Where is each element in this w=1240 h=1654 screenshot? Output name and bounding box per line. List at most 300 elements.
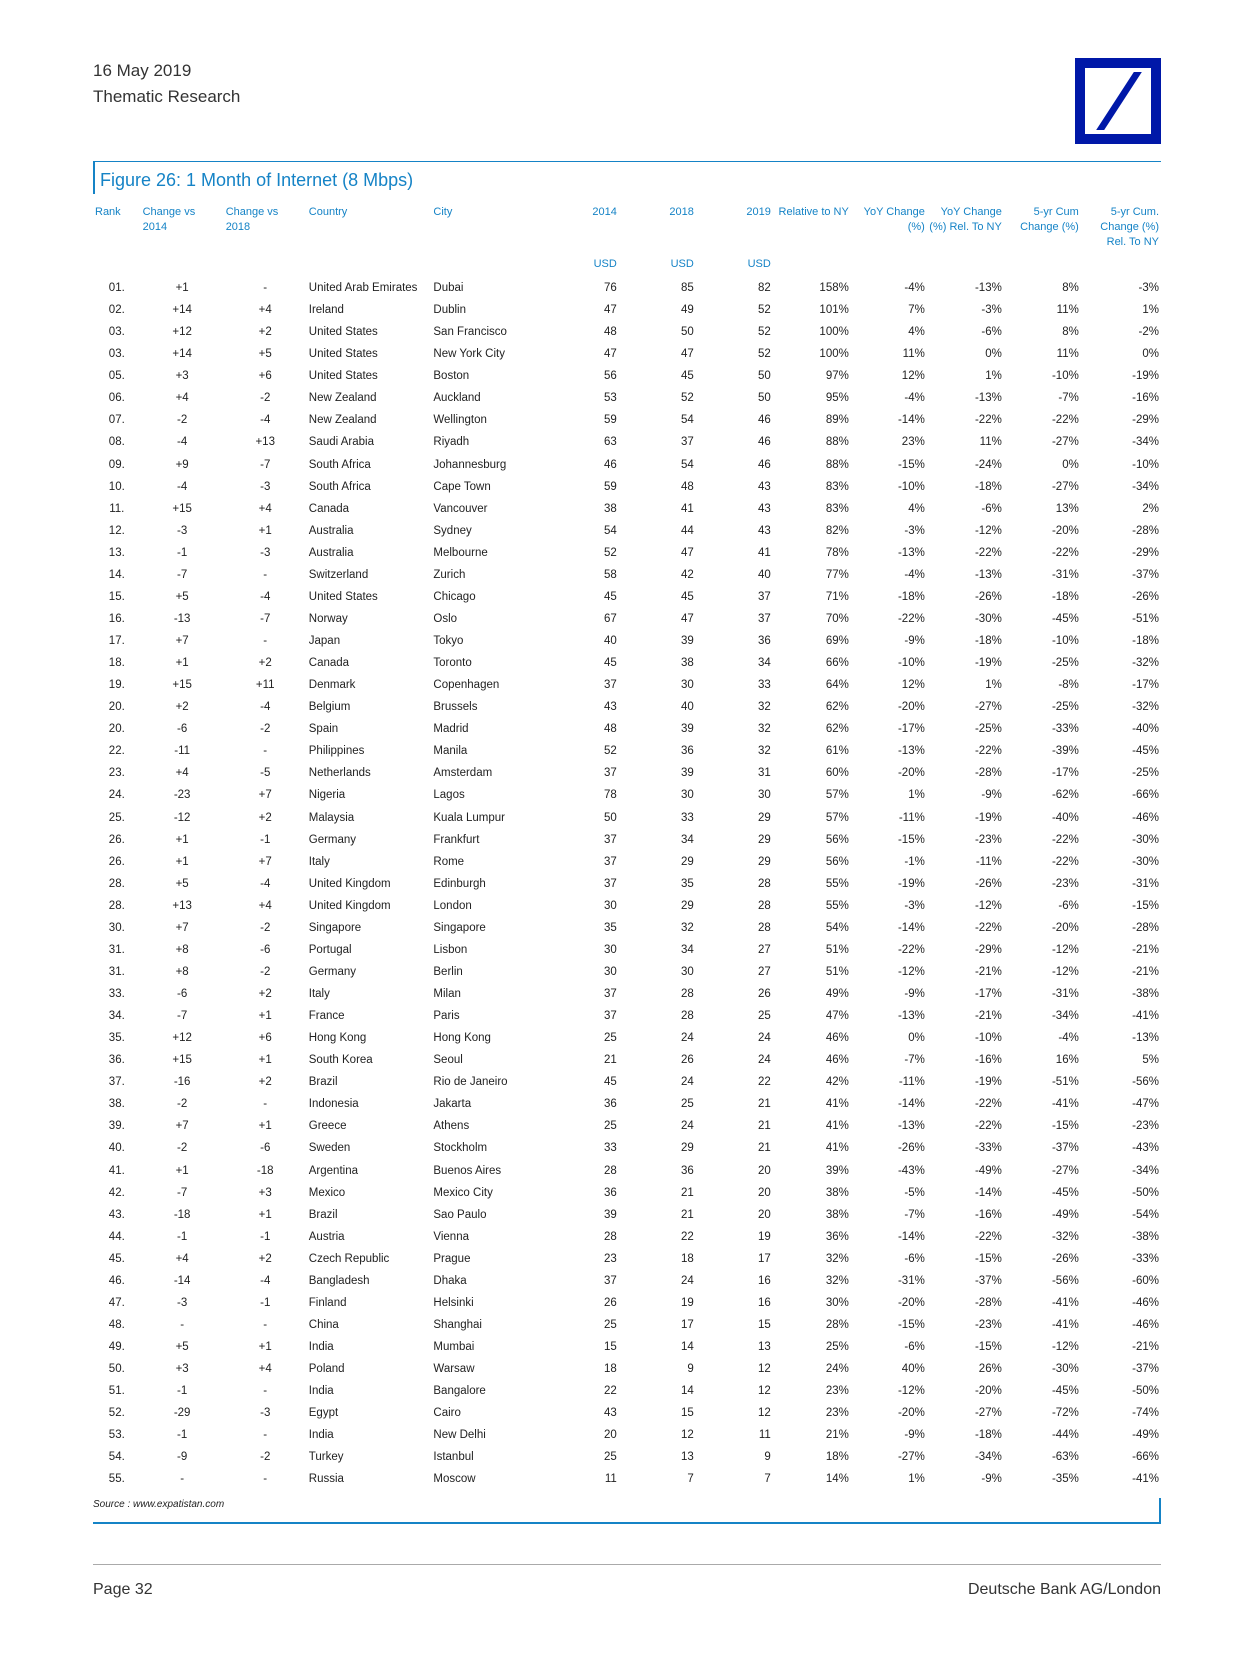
table-cell: -9% <box>904 1429 925 1442</box>
table-cell: -19% <box>974 1076 1002 1089</box>
table-row <box>93 1204 1161 1226</box>
table-cell: -20% <box>897 701 925 714</box>
table-cell: 37 <box>604 877 617 890</box>
column-unit: USD <box>747 257 771 270</box>
table-cell: -20% <box>897 767 925 780</box>
table-cell: Sweden <box>308 1142 351 1155</box>
table-cell: Istanbul <box>433 1451 474 1464</box>
table-cell: 53 <box>604 392 617 405</box>
table-cell: -33% <box>1132 1252 1159 1265</box>
table-cell: 35. <box>108 1032 125 1045</box>
table-cell: -47% <box>1132 1098 1159 1111</box>
table-cell: United States <box>308 370 378 383</box>
table-cell: Sydney <box>433 524 472 537</box>
table-cell: -25% <box>1051 657 1079 670</box>
table-cell: -22% <box>974 414 1002 427</box>
table-cell: -44% <box>1051 1429 1079 1442</box>
table-cell: -54% <box>1132 1208 1159 1221</box>
table-cell: 55% <box>825 877 849 890</box>
table-cell: 20. <box>108 723 125 736</box>
table-cell: -22% <box>974 1098 1002 1111</box>
table-cell: -41% <box>1051 1318 1079 1331</box>
table-cell: -6% <box>981 326 1002 339</box>
table-cell: 30 <box>604 899 617 912</box>
table-cell: +1 <box>258 1054 272 1067</box>
table-cell: -13% <box>1132 1032 1159 1045</box>
table-cell: 97% <box>825 370 849 383</box>
table-cell: 78 <box>604 789 617 802</box>
table-cell: 11 <box>604 1473 617 1486</box>
table-row <box>93 564 1161 586</box>
table-cell: +2 <box>258 988 272 1001</box>
column-header: YoY Change (%) <box>863 206 925 233</box>
table-cell: 22 <box>681 1230 694 1243</box>
table-cell: Australia <box>308 546 354 559</box>
table-cell: -38% <box>1132 988 1159 1001</box>
table-cell: Jakarta <box>433 1098 472 1111</box>
publisher-name: Deutsche Bank AG/London <box>967 1581 1161 1598</box>
table-cell: -27% <box>974 701 1002 714</box>
table-row <box>93 851 1161 873</box>
table-cell: -3 <box>177 1296 188 1309</box>
table-cell: 7% <box>908 304 925 317</box>
table-cell: -12% <box>1051 965 1079 978</box>
table-cell: -30% <box>1132 833 1159 846</box>
table-cell: Brazil <box>308 1208 338 1221</box>
table-cell: 03. <box>108 326 125 339</box>
table-cell: 36 <box>604 1186 617 1199</box>
table-cell: 40 <box>681 701 694 714</box>
column-unit: USD <box>670 257 694 270</box>
table-cell: Spain <box>308 723 339 736</box>
table-cell: 38 <box>604 502 617 515</box>
table-cell: 26 <box>681 1054 694 1067</box>
table-cell: -1 <box>177 1429 188 1442</box>
table-cell: 27 <box>758 965 771 978</box>
table-cell: -15% <box>897 458 925 471</box>
table-cell: Frankfurt <box>433 833 480 846</box>
table-cell: -14% <box>974 1186 1002 1199</box>
table-cell: -16% <box>974 1208 1002 1221</box>
table-row <box>93 696 1161 718</box>
table-cell: 43 <box>758 502 771 515</box>
table-cell: -23 <box>173 789 191 802</box>
table-cell: United Kingdom <box>308 899 391 912</box>
table-cell: -26% <box>1132 590 1159 603</box>
table-cell: New Zealand <box>308 392 377 405</box>
table-cell: 39% <box>825 1164 849 1177</box>
table-cell: 20 <box>758 1186 771 1199</box>
table-cell: 13 <box>681 1451 694 1464</box>
column-unit <box>773 251 851 277</box>
table-cell: Mumbai <box>433 1341 475 1354</box>
table-cell: -43% <box>897 1164 925 1177</box>
table-row <box>93 762 1161 784</box>
table-cell: Saudi Arabia <box>308 436 374 449</box>
table-cell: 82 <box>758 282 771 295</box>
table-cell: Tokyo <box>433 635 464 648</box>
table-cell: 30 <box>758 789 771 802</box>
table-row <box>93 365 1161 387</box>
table-row <box>93 1160 1161 1182</box>
table-cell: -22% <box>1051 546 1079 559</box>
table-cell: -28% <box>974 1296 1002 1309</box>
page-number: Page 32 <box>93 1581 153 1598</box>
table-cell: 48. <box>108 1318 125 1331</box>
table-cell: -1% <box>904 855 925 868</box>
table-cell: 45 <box>604 1076 617 1089</box>
table-cell: -45% <box>1051 1385 1079 1398</box>
table-cell: -22% <box>974 1230 1002 1243</box>
table-cell: 47 <box>681 612 694 625</box>
table-cell: -4% <box>904 282 925 295</box>
table-cell: Australia <box>308 524 354 537</box>
table-cell: 34 <box>758 657 771 670</box>
table-cell: 46% <box>825 1054 849 1067</box>
table-cell: +4 <box>258 502 272 515</box>
table-cell: -18 <box>256 1164 274 1177</box>
table-cell: -8% <box>1058 679 1079 692</box>
table-cell: 50 <box>758 370 771 383</box>
table-cell: -22% <box>1051 855 1079 868</box>
table-cell: -6 <box>260 1142 271 1155</box>
table-cell: Dublin <box>433 304 466 317</box>
table-cell: -17% <box>897 723 925 736</box>
table-cell: 85 <box>681 282 694 295</box>
table-cell: Stockholm <box>433 1142 488 1155</box>
table-row <box>93 454 1161 476</box>
table-cell: -30% <box>1051 1363 1079 1376</box>
table-row <box>93 1248 1161 1270</box>
table-row <box>93 586 1161 608</box>
table-cell: 12 <box>758 1407 771 1420</box>
table-cell: Moscow <box>433 1473 476 1486</box>
table-cell: +1 <box>175 1164 189 1177</box>
table-cell: -29% <box>1132 546 1159 559</box>
table-cell: 61% <box>825 745 849 758</box>
table-cell: +12 <box>172 326 192 339</box>
table-cell: 28 <box>758 899 771 912</box>
table-cell: -27% <box>1051 436 1079 449</box>
table-cell: 43 <box>604 701 617 714</box>
table-cell: Egypt <box>308 1407 339 1420</box>
table-cell: -9% <box>981 789 1002 802</box>
table-row <box>93 277 1161 299</box>
table-cell: Mexico <box>308 1186 346 1199</box>
table-row <box>93 983 1161 1005</box>
table-cell: -3% <box>904 899 925 912</box>
table-cell: 42% <box>825 1076 849 1089</box>
table-cell: -13% <box>974 392 1002 405</box>
table-cell: 8% <box>1062 282 1079 295</box>
table-cell: 21 <box>758 1098 771 1111</box>
table-cell: United States <box>308 590 378 603</box>
table-row <box>93 1182 1161 1204</box>
table-cell: 52 <box>681 392 694 405</box>
table-cell: 52 <box>604 745 617 758</box>
table-row <box>93 1115 1161 1137</box>
table-row <box>93 1093 1161 1115</box>
table-cell: 17. <box>108 635 125 648</box>
table-cell: 54 <box>681 458 694 471</box>
table-row <box>93 917 1161 939</box>
table-cell: 37 <box>604 988 617 1001</box>
table-cell: 47 <box>681 546 694 559</box>
table-cell: Rio de Janeiro <box>433 1076 508 1089</box>
table-row <box>93 498 1161 520</box>
table-cell: -18% <box>1132 635 1159 648</box>
table-row <box>93 630 1161 652</box>
table-cell: 47 <box>604 304 617 317</box>
table-cell: 36 <box>604 1098 617 1111</box>
table-cell: 21% <box>825 1429 849 1442</box>
table-cell: -4 <box>260 1274 271 1287</box>
table-row <box>93 1424 1161 1446</box>
table-cell: 34 <box>681 833 694 846</box>
table-cell: -2 <box>177 1142 188 1155</box>
table-cell: 32 <box>758 701 771 714</box>
table-cell: 24 <box>758 1054 771 1067</box>
table-cell: 70% <box>825 612 849 625</box>
table-cell: 19 <box>681 1296 694 1309</box>
table-cell: 15 <box>604 1341 617 1354</box>
table-cell: - <box>263 635 268 648</box>
table-cell: 49. <box>108 1341 125 1354</box>
table-cell: Japan <box>308 635 341 648</box>
table-cell: -41% <box>1132 1473 1159 1486</box>
table-cell: -18% <box>974 1429 1002 1442</box>
table-cell: 21 <box>758 1142 771 1155</box>
table-cell: +7 <box>175 635 189 648</box>
table-cell: +4 <box>258 304 272 317</box>
table-row <box>93 476 1161 498</box>
table-cell: -15% <box>974 1252 1002 1265</box>
table-cell: -15% <box>1051 1120 1079 1133</box>
table-cell: +2 <box>258 1076 272 1089</box>
table-cell: -27% <box>974 1407 1002 1420</box>
table-cell: 33. <box>108 988 125 1001</box>
table-cell: 100% <box>819 348 849 361</box>
table-cell: 16% <box>1055 1054 1079 1067</box>
table-cell: 45 <box>604 590 617 603</box>
table-cell: -7% <box>904 1208 925 1221</box>
table-cell: 32 <box>758 745 771 758</box>
table-cell: 38. <box>108 1098 125 1111</box>
table-cell: 43 <box>758 524 771 537</box>
table-cell: 32% <box>825 1274 849 1287</box>
table-cell: -20% <box>974 1385 1002 1398</box>
table-cell: 39 <box>681 723 694 736</box>
table-cell: Netherlands <box>308 767 371 780</box>
table-cell: 83% <box>825 502 849 515</box>
table-cell: 24 <box>681 1274 694 1287</box>
table-cell: 26 <box>758 988 771 1001</box>
table-cell: - <box>263 568 268 581</box>
table-cell: -27% <box>897 1451 925 1464</box>
column-unit <box>1081 251 1161 277</box>
table-cell: -41% <box>1051 1296 1079 1309</box>
table-cell: Oslo <box>433 612 458 625</box>
table-cell: 83% <box>825 480 849 493</box>
table-cell: -72% <box>1051 1407 1079 1420</box>
table-cell: -74% <box>1132 1407 1159 1420</box>
table-cell: -19% <box>897 877 925 890</box>
table-cell: 71% <box>825 590 849 603</box>
table-cell: 30 <box>604 965 617 978</box>
table-cell: +2 <box>258 811 272 824</box>
table-cell: 50 <box>758 392 771 405</box>
table-cell: 63 <box>604 436 617 449</box>
table-cell: -3 <box>260 480 271 493</box>
table-cell: -6% <box>904 1341 925 1354</box>
table-cell: Paris <box>433 1010 460 1023</box>
table-row <box>93 321 1161 343</box>
table-cell: 158% <box>819 282 849 295</box>
table-cell: +8 <box>175 965 189 978</box>
table-cell: +14 <box>172 348 192 361</box>
table-cell: +7 <box>258 789 272 802</box>
table-cell: -2 <box>260 965 271 978</box>
table-cell: 101% <box>819 304 849 317</box>
table-cell: -46% <box>1132 1318 1159 1331</box>
table-cell: 1% <box>985 370 1002 383</box>
table-cell: 9 <box>764 1451 771 1464</box>
table-row <box>93 961 1161 983</box>
table-cell: -9 <box>177 1451 188 1464</box>
table-cell: -15% <box>897 1318 925 1331</box>
table-cell: -22% <box>897 943 925 956</box>
table-cell: -23% <box>974 833 1002 846</box>
table-cell: 47. <box>108 1296 125 1309</box>
table-cell: 17 <box>758 1252 771 1265</box>
table-cell: -1 <box>260 1296 271 1309</box>
table-cell: 21 <box>604 1054 617 1067</box>
table-row <box>93 1137 1161 1159</box>
table-cell: -13 <box>173 612 191 625</box>
table-row <box>93 1402 1161 1424</box>
table-cell: 7 <box>687 1473 694 1486</box>
table-cell: 28 <box>758 877 771 890</box>
table-cell: 62% <box>825 701 849 714</box>
table-cell: France <box>308 1010 345 1023</box>
table-cell: +7 <box>175 1120 189 1133</box>
table-cell: 40 <box>604 635 617 648</box>
table-cell: -21% <box>1132 1341 1159 1354</box>
table-cell: South Africa <box>308 480 371 493</box>
table-cell: Singapore <box>433 921 486 934</box>
table-cell: 5% <box>1142 1054 1159 1067</box>
column-header: YoY Change (%) Rel. To NY <box>929 206 1002 233</box>
table-cell: 25 <box>758 1010 771 1023</box>
table-cell: - <box>263 1318 268 1331</box>
table-header-row <box>93 205 1161 251</box>
table-cell: +15 <box>172 502 192 515</box>
table-cell: 11. <box>109 502 125 515</box>
table-cell: +13 <box>255 436 275 449</box>
table-cell: 28 <box>681 988 694 1001</box>
table-cell: 43. <box>108 1208 125 1221</box>
table-cell: 9 <box>687 1363 694 1376</box>
table-cell: 43 <box>758 480 771 493</box>
table-cell: -28% <box>1132 921 1159 934</box>
table-cell: India <box>308 1341 334 1354</box>
table-cell: 14% <box>825 1473 849 1486</box>
table-cell: -3 <box>260 1407 271 1420</box>
table-cell: Athens <box>433 1120 470 1133</box>
table-cell: -6% <box>981 502 1002 515</box>
table-cell: -21% <box>974 965 1002 978</box>
table-cell: Germany <box>308 833 357 846</box>
table-cell: -11 <box>174 745 191 758</box>
table-cell: 35 <box>681 877 694 890</box>
table-cell: 0% <box>1062 458 1079 471</box>
table-cell: -15% <box>974 1341 1002 1354</box>
table-cell: -12% <box>897 965 925 978</box>
table-cell: - <box>263 1429 268 1442</box>
table-cell: 54 <box>681 414 694 427</box>
table-cell: 29 <box>681 1142 694 1155</box>
table-cell: India <box>308 1385 334 1398</box>
table-cell: -66% <box>1132 1451 1159 1464</box>
table-cell: 25 <box>681 1098 694 1111</box>
table-cell: -56% <box>1132 1076 1159 1089</box>
table-cell: 12% <box>901 370 925 383</box>
table-row <box>93 652 1161 674</box>
table-cell: 46% <box>825 1032 849 1045</box>
figure-top-rule <box>93 161 1161 162</box>
table-cell: China <box>308 1318 339 1331</box>
table-cell: -45% <box>1051 1186 1079 1199</box>
table-cell: -6 <box>177 723 188 736</box>
table-cell: 39 <box>681 767 694 780</box>
table-cell: 01. <box>108 282 125 295</box>
table-cell: 37 <box>758 590 771 603</box>
table-cell: +7 <box>258 855 272 868</box>
table-row <box>93 1071 1161 1093</box>
table-cell: +9 <box>175 458 189 471</box>
table-row <box>93 1468 1161 1490</box>
table-cell: -40% <box>1132 723 1159 736</box>
table-cell: 28 <box>681 1010 694 1023</box>
table-cell: +7 <box>175 921 189 934</box>
table-cell: 48 <box>604 723 617 736</box>
table-cell: -19% <box>974 657 1002 670</box>
table-cell: -31% <box>1051 988 1079 1001</box>
table-cell: -3 <box>260 546 271 559</box>
table-cell: 40 <box>758 568 771 581</box>
table-cell: -4 <box>260 414 271 427</box>
table-cell: +1 <box>175 282 189 295</box>
table-cell: +1 <box>258 1010 272 1023</box>
table-cell: -6% <box>904 1252 925 1265</box>
table-cell: Singapore <box>308 921 362 934</box>
table-cell: -11% <box>898 811 925 824</box>
table-cell: -1 <box>177 546 188 559</box>
table-cell: -14% <box>897 921 925 934</box>
table-row <box>93 1005 1161 1027</box>
table-cell: 89% <box>825 414 849 427</box>
table-cell: 16 <box>758 1296 771 1309</box>
table-cell: -49% <box>974 1164 1002 1177</box>
table-cell: -31% <box>1132 877 1159 890</box>
table-cell: 28 <box>758 921 771 934</box>
table-cell: 57% <box>825 789 849 802</box>
table-cell: Auckland <box>433 392 481 405</box>
table-cell: +4 <box>175 1252 189 1265</box>
table-row <box>93 299 1161 321</box>
table-cell: -6% <box>1058 899 1079 912</box>
table-cell: 40. <box>108 1142 125 1155</box>
